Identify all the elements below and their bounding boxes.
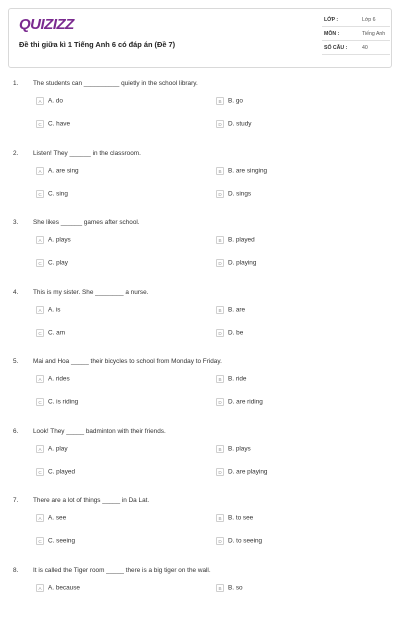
answer-option[interactable] [36, 537, 75, 545]
option-letter-box: C [36, 190, 44, 198]
meta-panel [314, 9, 393, 69]
answer-option[interactable] [36, 329, 65, 337]
option-letter-box: D [216, 329, 224, 337]
meta-key: LỚP : [324, 17, 339, 23]
option-text: B. so [228, 584, 243, 591]
meta-key: SỐ CÂU : [324, 45, 348, 51]
option-text: A. plays [48, 236, 71, 244]
option-text: D. playing [228, 259, 257, 267]
option-text: C. sing [48, 190, 68, 197]
question-text: The students can __________ quietly in the school library. [33, 80, 198, 87]
answer-option[interactable] [36, 236, 71, 244]
option-text: B. go [228, 97, 243, 105]
answer-option[interactable] [36, 259, 68, 267]
option-letter-box: A [36, 375, 44, 383]
quizizz-logo: QUIZIZZ [19, 16, 74, 33]
answer-option[interactable] [216, 398, 263, 406]
worksheet-header [8, 8, 392, 68]
option-text: C. have [48, 120, 71, 128]
option-text: C. is riding [48, 398, 79, 406]
meta-divider [322, 40, 390, 41]
answer-option[interactable] [216, 468, 267, 476]
option-letter-box: C [36, 398, 44, 406]
option-letter-box: C [36, 329, 44, 337]
question-text: She likes ______ games after school. [33, 219, 140, 226]
answer-option[interactable] [36, 306, 60, 314]
answer-option[interactable] [216, 259, 256, 267]
answer-option[interactable] [216, 120, 251, 128]
meta-divider [322, 54, 390, 55]
question-number: 8. [13, 566, 19, 574]
question-text: Mai and Hoa _____ their bicycles to school from Monday to Friday. [33, 358, 222, 365]
option-text: D. are riding [228, 398, 263, 406]
option-text: A. rides [48, 375, 70, 383]
option-letter-box: D [216, 120, 224, 128]
option-text: D. sings [228, 190, 252, 197]
option-text: B. played [228, 236, 255, 244]
option-text: D. to seeing [228, 537, 263, 545]
question-number: 6. [13, 427, 19, 435]
question-item [0, 497, 400, 567]
option-letter-box: B [216, 97, 224, 105]
answer-option[interactable] [216, 190, 251, 198]
option-letter-box: C [36, 468, 44, 476]
answer-option[interactable] [216, 306, 245, 314]
option-text: D. be [228, 329, 244, 336]
answer-option[interactable] [36, 375, 70, 383]
option-text: C. seeing [48, 537, 75, 545]
meta-divider [322, 26, 390, 27]
option-text: A. are sing [48, 167, 79, 174]
answer-option[interactable] [216, 329, 243, 337]
option-letter-box: D [216, 190, 224, 198]
answer-option[interactable] [36, 445, 68, 453]
option-letter-box: A [36, 514, 44, 522]
option-text: B. to see [228, 514, 254, 522]
answer-option[interactable] [216, 167, 267, 175]
worksheet-title: Đề thi giữa kì 1 Tiếng Anh 6 có đáp án (Đề 7) [19, 40, 176, 49]
option-letter-box: A [36, 167, 44, 175]
option-letter-box: B [216, 514, 224, 522]
option-letter-box: B [216, 306, 224, 314]
question-item [0, 80, 400, 150]
option-letter-box: C [36, 537, 44, 545]
option-text: B. are [228, 306, 246, 313]
answer-option[interactable] [36, 120, 70, 128]
option-text: A. because [48, 584, 80, 591]
option-letter-box: A [36, 445, 44, 453]
option-letter-box: B [216, 375, 224, 383]
option-text: A. see [48, 514, 67, 522]
question-number: 2. [13, 149, 19, 157]
question-text: There are a lot of things _____ in Da Lat. [33, 497, 150, 504]
question-item [0, 428, 400, 498]
answer-option[interactable] [36, 514, 66, 522]
option-text: A. is [48, 306, 61, 313]
answer-option[interactable] [216, 97, 243, 105]
option-letter-box: D [216, 537, 224, 545]
option-letter-box: B [216, 584, 224, 592]
option-letter-box: D [216, 398, 224, 406]
answer-option[interactable] [36, 398, 78, 406]
option-text: B. are singing [228, 167, 268, 174]
question-text: Listen! They ______ in the classroom. [33, 149, 141, 157]
answer-option[interactable] [36, 584, 80, 592]
question-number: 4. [13, 288, 19, 296]
question-number: 3. [13, 219, 19, 226]
question-number: 7. [13, 497, 19, 504]
option-letter-box: B [216, 236, 224, 244]
option-letter-box: A [36, 236, 44, 244]
meta-value: 40 [362, 45, 368, 51]
option-text: C. play [48, 259, 68, 267]
option-letter-box: A [36, 97, 44, 105]
question-item [0, 567, 400, 637]
answer-option[interactable] [36, 167, 79, 175]
option-letter-box: D [216, 259, 224, 267]
meta-value: Lớp 6 [362, 17, 376, 23]
question-item [0, 150, 400, 220]
option-text: C. am [48, 329, 66, 336]
option-text: D. study [228, 120, 252, 128]
answer-option[interactable] [216, 584, 243, 592]
answer-option[interactable] [36, 97, 63, 105]
option-text: A. do [48, 97, 63, 105]
option-text: C. played [48, 468, 75, 475]
answer-option[interactable] [36, 468, 75, 476]
option-letter-box: B [216, 167, 224, 175]
meta-value: Tiếng Anh [362, 31, 386, 37]
option-text: B. plays [228, 445, 251, 452]
answer-option[interactable] [216, 236, 255, 244]
meta-key: MÔN : [324, 31, 340, 37]
option-letter-box: A [36, 306, 44, 314]
question-item [0, 289, 400, 359]
question-number: 1. [13, 80, 19, 87]
answer-option[interactable] [36, 190, 68, 198]
option-letter-box: A [36, 584, 44, 592]
option-text: B. ride [228, 375, 247, 383]
answer-option[interactable] [216, 537, 262, 545]
answer-option[interactable] [216, 445, 251, 453]
option-text: D. are playing [228, 468, 268, 475]
option-letter-box: C [36, 259, 44, 267]
option-text: A. play [48, 445, 68, 452]
question-text: This is my sister. She ________ a nurse. [33, 288, 149, 296]
question-text: Look! They _____ badminton with their friends. [33, 427, 166, 435]
answer-option[interactable] [216, 514, 253, 522]
option-letter-box: C [36, 120, 44, 128]
question-item [0, 219, 400, 289]
option-letter-box: B [216, 445, 224, 453]
question-item [0, 358, 400, 428]
option-letter-box: D [216, 468, 224, 476]
answer-option[interactable] [216, 375, 246, 383]
question-text: It is called the Tiger room _____ there is a big tiger on the wall. [33, 566, 211, 574]
question-number: 5. [13, 358, 19, 365]
